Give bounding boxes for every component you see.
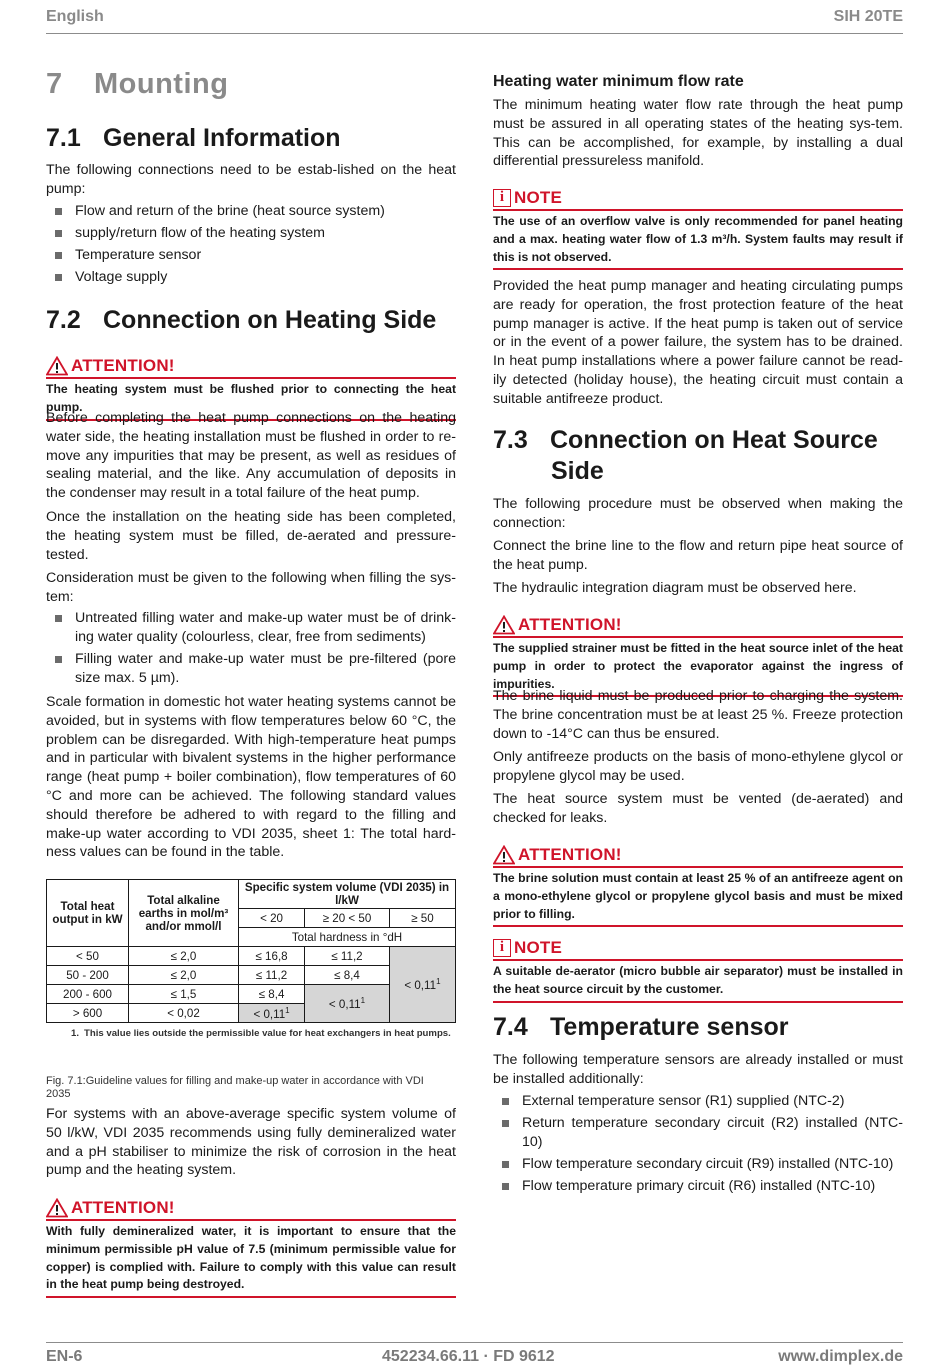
section-title-continued: Side bbox=[551, 457, 604, 485]
square-bullet-icon bbox=[502, 1161, 509, 1168]
table-cell: 200 - 600 bbox=[47, 985, 129, 1004]
section-heading-7-4 bbox=[493, 1012, 903, 1043]
table-cell: ≤ 11,2 bbox=[305, 947, 390, 966]
list-item bbox=[493, 1155, 903, 1174]
paragraph: For systems with an above-average specific system volume of 50 l/kW, VDI 2035 recommends using fully demineralized water and a pH stabiliser to minimize the risk of corrosion in the heat pump and the heating system. bbox=[46, 1106, 456, 1179]
warning-triangle-icon bbox=[493, 845, 515, 865]
table-cell: 50 - 200 bbox=[47, 966, 129, 985]
table-cell-text: < 0,11 bbox=[328, 997, 361, 1011]
section-number: 7.1 bbox=[46, 124, 81, 152]
chapter-title: Mounting bbox=[94, 68, 229, 100]
paragraph: The following procedure must be observed when making the connection: bbox=[493, 496, 903, 531]
attention-text: The brine solution must contain at least 25 % of an antifreeze agent on a mono-ethylene glycol or propylene glycol basis and must be mixed prior to filling. bbox=[493, 866, 903, 927]
paragraph: Only antifreeze products on the basis of mono-ethylene glycol or propylene glycol may be used. bbox=[493, 749, 903, 784]
attention-title: ATTENTION! bbox=[71, 1198, 175, 1217]
attention-title: ATTENTION! bbox=[71, 356, 175, 375]
footnote-ref: 1 bbox=[360, 996, 366, 1006]
warning-triangle-icon bbox=[493, 615, 515, 635]
section-heading-7-1 bbox=[46, 123, 456, 154]
attention-box bbox=[493, 844, 903, 927]
paragraph: The brine liquid must be produced prior to charging the system. The brine concentration must be at least 25 %. Freeze protection down to -14°C can thus be ensured. bbox=[493, 688, 903, 742]
warning-triangle-icon bbox=[46, 1198, 68, 1218]
note-title: NOTE bbox=[514, 938, 563, 957]
table-cell: ≤ 8,4 bbox=[239, 985, 305, 1004]
list-item bbox=[493, 1114, 903, 1152]
paragraph: Provided the heat pump manager and heating circulating pumps are ready for operation, the frost protection feature of the heat pump manager is active. If the heat pump is taken out of service or in the event of a power failure, the system has to be drained. In heat pump installations where a power failure cannot be read-ily detected (holiday house), the heating circuit must contain a suitable antifreeze product. bbox=[493, 278, 903, 407]
section-heading-7-3 bbox=[493, 425, 903, 487]
note-text: A suitable de-aerator (micro bubble air separator) must be installed in the heat source circuit by the customer. bbox=[493, 959, 903, 1003]
section-title: General Information bbox=[103, 124, 341, 152]
list-item bbox=[493, 1092, 903, 1111]
paragraph: The minimum heating water flow rate through the heat pump must be assured in all operating states of the heating sys-tem. This can be accomplished, for example, by installing a dual differential pressureless manifold. bbox=[493, 97, 903, 170]
square-bullet-icon bbox=[55, 208, 62, 215]
list-item-text: Flow temperature secondary circuit (R9) installed (NTC-10) bbox=[522, 1155, 894, 1172]
footnote-ref: 1 bbox=[436, 977, 441, 987]
table-cell bbox=[389, 947, 455, 1023]
attention-text: The heating system must be flushed prior to connecting the heat pump. bbox=[46, 377, 456, 421]
section-title: Connection on Heat Source bbox=[550, 426, 878, 454]
note-title: NOTE bbox=[514, 188, 563, 207]
list-item bbox=[46, 650, 456, 688]
list-item bbox=[46, 224, 456, 243]
table-cell: ≤ 2,0 bbox=[129, 947, 239, 966]
note-box bbox=[493, 187, 903, 270]
section-heading-7-2 bbox=[46, 305, 456, 336]
list-item-text: External temperature sensor (R1) supplied (NTC-2) bbox=[522, 1093, 845, 1109]
footnote-number: 1. bbox=[71, 1028, 80, 1039]
table-header: Total alkaline earths in mol/m³ and/or mmol/l bbox=[129, 880, 239, 947]
list-item bbox=[46, 246, 456, 265]
attention-header bbox=[46, 355, 456, 377]
list-item-text: Voltage supply bbox=[75, 268, 168, 285]
section-number: 7.3 bbox=[493, 426, 528, 454]
list-item bbox=[493, 1177, 903, 1196]
table-header: < 20 bbox=[239, 909, 305, 928]
attention-text: With fully demineralized water, it is important to ensure that the minimum permissible pH value of 7.5 (minimum permissible value for copper) is complied with. Failure to comply with this value can result in the heat pump being destroyed. bbox=[46, 1219, 456, 1298]
list-item-text: Filling water and make-up water must be pre-filtered (pore size max. 5 µm). bbox=[75, 650, 456, 686]
paragraph: The heat source system must be vented (de-aerated) and checked for leaks. bbox=[493, 791, 903, 826]
table-cell: ≤ 8,4 bbox=[305, 966, 390, 985]
square-bullet-icon bbox=[55, 615, 62, 622]
square-bullet-icon bbox=[55, 274, 62, 281]
square-bullet-icon bbox=[502, 1098, 509, 1105]
section-number: 7.2 bbox=[46, 306, 81, 334]
chapter-number: 7 bbox=[46, 68, 63, 100]
bullet-list bbox=[493, 1092, 903, 1196]
footnote-ref: 1 bbox=[285, 1005, 290, 1015]
list-item-text: Untreated filling water and make-up water must be of drink-ing water quality (colourless, clear, free from sediments) bbox=[75, 610, 456, 645]
section-number: 7.4 bbox=[493, 1013, 528, 1041]
table-row bbox=[47, 947, 456, 966]
bullet-list bbox=[46, 202, 456, 287]
table-cell-text: < 0,11 bbox=[404, 978, 437, 992]
hardness-table bbox=[46, 879, 456, 1023]
table-cell: ≤ 2,0 bbox=[129, 966, 239, 985]
info-i-icon: i bbox=[493, 939, 511, 957]
paragraph: Consideration must be given to the following when filling the sys-tem: bbox=[46, 570, 456, 605]
paragraph: Scale formation in domestic hot water heating systems cannot be avoided, but in systems with flow temperatures below 60 °C, the problem can be disregarded. With high-temperature heat pumps and in particular with bivalent systems in the higher performance range (heat pump + boiler combination), flow temperatures of 60 °C and more can be achieved. The following standard values should therefore be adhered to with regard to the filling and make-up water according to VDI 2035, sheet 1: The total hard-ness values can be found in the table. bbox=[46, 694, 456, 861]
section-title: Temperature sensor bbox=[550, 1013, 789, 1041]
table-cell bbox=[239, 1004, 305, 1023]
square-bullet-icon bbox=[55, 252, 62, 259]
attention-text: The supplied strainer must be fitted in the heat source inlet of the heat pump in order to protect the evaporator against the ingress of impurities. bbox=[493, 636, 903, 697]
subheading: Heating water minimum flow rate bbox=[493, 73, 744, 90]
attention-title: ATTENTION! bbox=[518, 615, 622, 634]
section-title: Connection on Heating Side bbox=[103, 306, 437, 334]
website-link[interactable]: www.dimplex.de bbox=[778, 1348, 903, 1365]
attention-box bbox=[46, 1197, 456, 1298]
table-header: Total heat output in kW bbox=[47, 880, 129, 947]
list-item bbox=[46, 268, 456, 287]
document-number: 452234.66.11 · FD 9612 bbox=[382, 1348, 555, 1365]
footnote-text: This value lies outside the permissible value for heat exchangers in heat pumps. bbox=[84, 1028, 451, 1039]
list-item bbox=[46, 202, 456, 221]
page-number: EN-6 bbox=[46, 1348, 83, 1365]
note-text: The use of an overflow valve is only recommended for panel heating and a max. heating water flow of 1.3 m³/h. System faults may result if this is not observed. bbox=[493, 209, 903, 270]
chapter-heading bbox=[46, 68, 456, 101]
square-bullet-icon bbox=[55, 230, 62, 237]
square-bullet-icon bbox=[502, 1183, 509, 1190]
attention-title: ATTENTION! bbox=[518, 845, 622, 864]
paragraph: Before completing the heat pump connections on the heating water side, the heating installation must be flushed in order to re-move any impurities that may be present, as well as residues of sealing material, and the like. Any accumulation of deposits in the condenser may result in a total failure of the heat pump. bbox=[46, 410, 456, 502]
table-cell bbox=[305, 985, 390, 1023]
table-footnote bbox=[46, 1028, 456, 1040]
figure-caption: Fig. 7.1:Guideline values for filling and make-up water in accordance with VDI 2035 bbox=[46, 1075, 424, 1100]
table-header: ≥ 50 bbox=[389, 909, 455, 928]
page-footer bbox=[46, 1342, 903, 1370]
table-cell: ≤ 16,8 bbox=[239, 947, 305, 966]
paragraph: Connect the brine line to the flow and return pipe heat source of the heat pump. bbox=[493, 538, 903, 573]
header-language: English bbox=[46, 8, 104, 25]
table-header: ≥ 20 < 50 bbox=[305, 909, 390, 928]
bullet-list bbox=[46, 609, 456, 687]
table-cell: ≤ 11,2 bbox=[239, 966, 305, 985]
paragraph: The hydraulic integration diagram must be observed here. bbox=[493, 580, 857, 596]
paragraph: The following temperature sensors are already installed or must be installed additionally: bbox=[493, 1052, 903, 1087]
warning-triangle-icon bbox=[46, 356, 68, 376]
attention-header bbox=[493, 844, 903, 866]
square-bullet-icon bbox=[502, 1120, 509, 1127]
table-cell-text: < 0,11 bbox=[253, 1007, 286, 1021]
table-cell: ≤ 1,5 bbox=[129, 985, 239, 1004]
table-header: Total hardness in °dH bbox=[239, 928, 456, 947]
table-cell: < 0,02 bbox=[129, 1004, 239, 1023]
attention-header bbox=[46, 1197, 456, 1219]
list-item-text: Flow temperature primary circuit (R6) installed (NTC-10) bbox=[522, 1177, 876, 1194]
table-header: Specific system volume (VDI 2035) in l/kW bbox=[239, 880, 456, 909]
list-item bbox=[46, 609, 456, 647]
paragraph: The following connections need to be estab-lished on the heat pump: bbox=[46, 162, 456, 197]
info-i-icon: i bbox=[493, 189, 511, 207]
attention-box bbox=[493, 614, 903, 697]
note-header bbox=[493, 187, 903, 209]
table-cell: < 50 bbox=[47, 947, 129, 966]
square-bullet-icon bbox=[55, 656, 62, 663]
list-item-text: supply/return flow of the heating system bbox=[75, 224, 325, 241]
list-item-text: Return temperature secondary circuit (R2) installed (NTC-10) bbox=[522, 1114, 903, 1150]
note-box bbox=[493, 937, 903, 1003]
attention-header bbox=[493, 614, 903, 636]
note-header bbox=[493, 937, 903, 959]
list-item-text: Flow and return of the brine (heat source system) bbox=[75, 203, 385, 219]
table-cell: > 600 bbox=[47, 1004, 129, 1023]
list-item-text: Temperature sensor bbox=[75, 246, 202, 263]
header-model: SIH 20TE bbox=[833, 8, 903, 25]
paragraph: Once the installation on the heating side has been completed, the heating system must be filled, de-aerated and pressure-tested. bbox=[46, 509, 456, 563]
